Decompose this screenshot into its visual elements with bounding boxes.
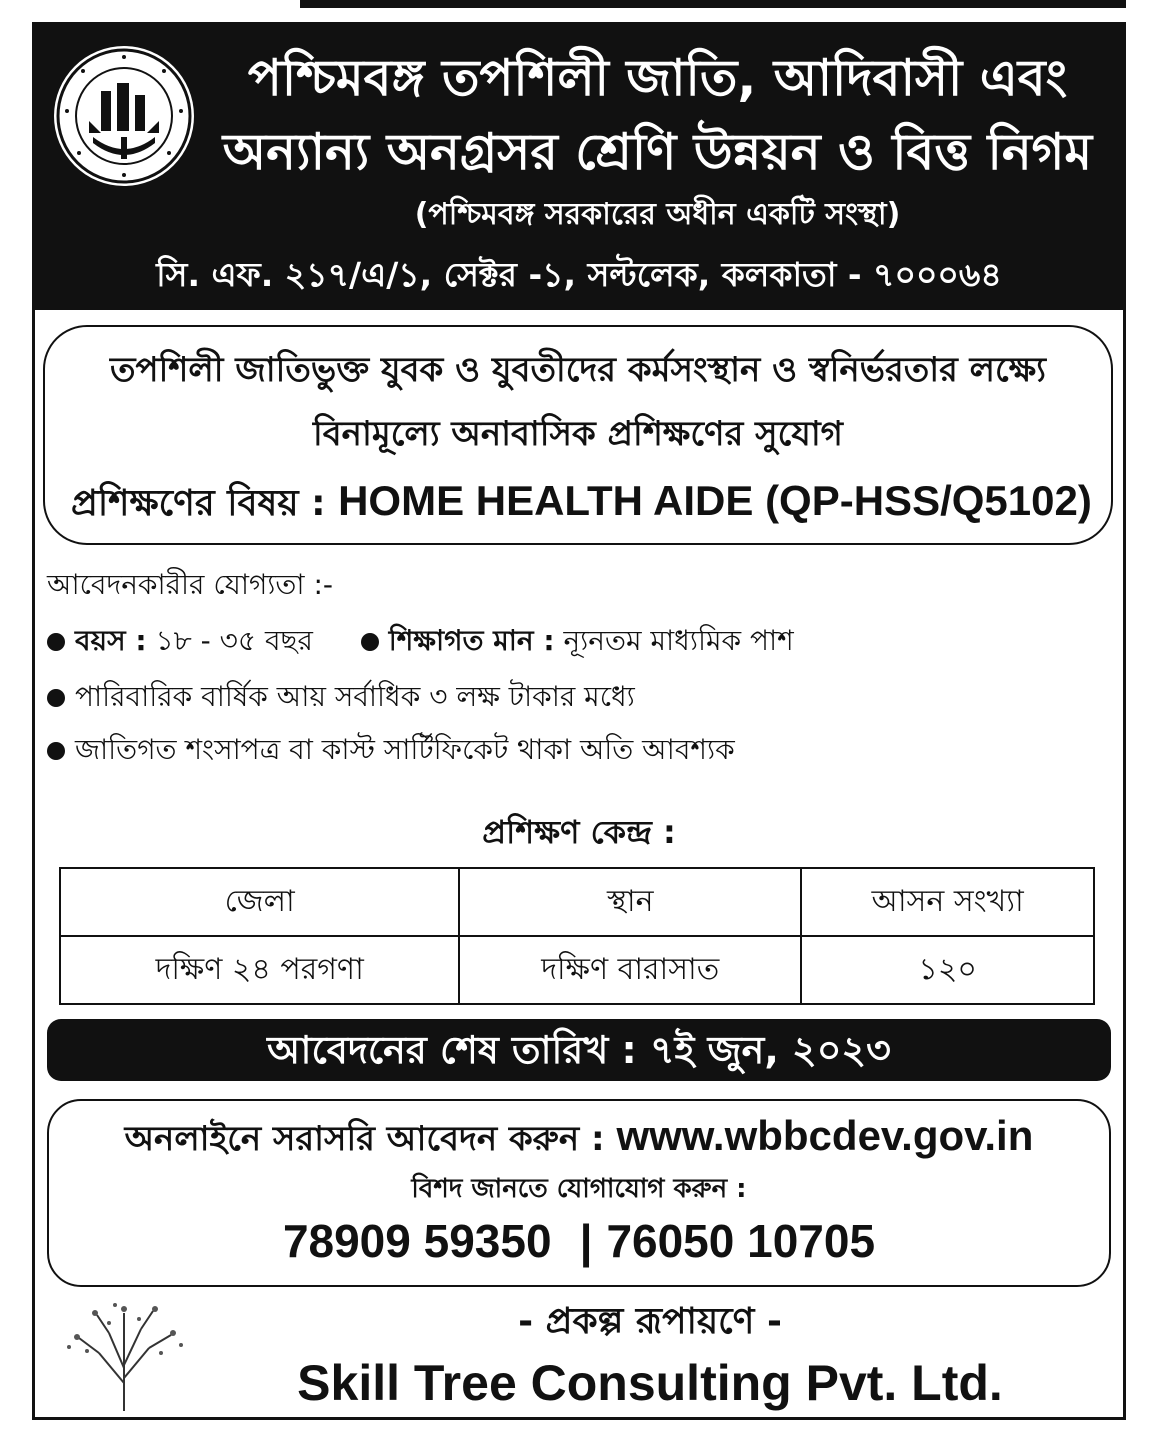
training-centre-table <box>59 867 1095 1005</box>
phone-numbers <box>49 1211 1109 1271</box>
cell-seats: ১২০ <box>801 936 1094 1004</box>
company-name: Skill Tree Consulting Pvt. Ltd. <box>297 1355 1003 1411</box>
age-label: বয়স : <box>75 624 147 657</box>
apply-label: অনলাইনে সরাসরি আবেদন করুন : <box>124 1119 605 1159</box>
bullet-icon <box>47 742 65 760</box>
website-link[interactable]: www.wbbcdev.gov.in <box>616 1112 1034 1159</box>
header-district: জেলা <box>60 868 459 936</box>
eligibility-age-education <box>47 621 794 661</box>
offer-line1: তপশিলী জাতিভুক্ত যুবক ও যুবতীদের কর্মসংস্থান ও স্বনির্ভরতার লক্ষ্যে <box>109 350 1047 390</box>
eligibility-income <box>47 677 635 717</box>
education-value: ন্যূনতম মাধ্যমিক পাশ <box>563 624 794 657</box>
eligibility-title: আবেদনকারীর যোগ্যতা :- <box>47 568 333 601</box>
eligibility-caste <box>47 730 735 770</box>
phone-separator: | <box>579 1215 593 1267</box>
offer-line2: বিনামূল্যে অনাবাসিক প্রশিক্ষণের সুযোগ <box>313 414 843 454</box>
corporation-seal-icon <box>49 41 199 191</box>
table-row <box>60 936 1094 1004</box>
org-subtitle: (পশ্চিমবঙ্গ সরকারের অধীন একটি সংস্থা) <box>414 197 901 232</box>
top-border-strip <box>300 0 1126 8</box>
education-label: শিক্ষাগত মান : <box>388 624 555 657</box>
header-location: স্থান <box>459 868 801 936</box>
contact-box <box>47 1099 1111 1287</box>
org-name-line2: অন্যান্য অনগ্রসর শ্রেণি উন্নয়ন ও বিত্ত নিগম <box>222 123 1093 181</box>
contact-info-label: বিশদ জানতে যোগাযোগ করুন : <box>411 1174 747 1204</box>
tree-icon <box>49 1293 199 1413</box>
training-centre-title: প্রশিক্ষণ কেন্দ্র : <box>482 813 676 851</box>
cell-district: দক্ষিণ ২৪ পরগণা <box>60 936 459 1004</box>
implementation-label: - প্রকল্প রূপায়ণে - <box>518 1301 782 1342</box>
income-text: পারিবারিক বার্ষিক আয় সর্বাধিক ৩ লক্ষ টাকার মধ্যে <box>75 680 635 713</box>
cell-location: দক্ষিণ বারাসাত <box>459 936 801 1004</box>
training-offer-box <box>43 325 1113 545</box>
advertisement-frame <box>32 22 1126 1420</box>
bullet-icon <box>47 633 65 651</box>
phone-number-2[interactable]: 76050 10705 <box>606 1215 876 1267</box>
age-value: ১৮ - ৩৫ বছর <box>155 624 313 657</box>
org-address: সি. এফ. ২১৭/এ/১, সেক্টর -১, সল্টলেক, কলকাতা - ৭০০০৬৪ <box>156 255 1002 294</box>
caste-text: জাতিগত শংসাপত্র বা কাস্ট সার্টিফিকেট থাকা অতি আবশ্যক <box>75 733 735 766</box>
apply-online-line <box>49 1111 1109 1164</box>
bullet-icon <box>361 633 379 651</box>
application-deadline: আবেদনের শেষ তারিখ : ৭ই জুন, ২০২৩ <box>47 1019 1111 1081</box>
training-subject <box>71 475 1101 530</box>
table-header-row <box>60 868 1094 936</box>
header-banner <box>35 25 1123 310</box>
phone-number-1[interactable]: 78909 59350 <box>282 1215 552 1267</box>
org-name-line1: পশ্চিমবঙ্গ তপশিলী জাতি, আদিবাসী এবং <box>247 49 1068 107</box>
subject-label: প্রশিক্ষণের বিষয় : <box>71 483 326 524</box>
header-seats: আসন সংখ্যা <box>801 868 1094 936</box>
course-name: HOME HEALTH AIDE (QP-HSS/Q5102) <box>338 477 1092 524</box>
bullet-icon <box>47 689 65 707</box>
